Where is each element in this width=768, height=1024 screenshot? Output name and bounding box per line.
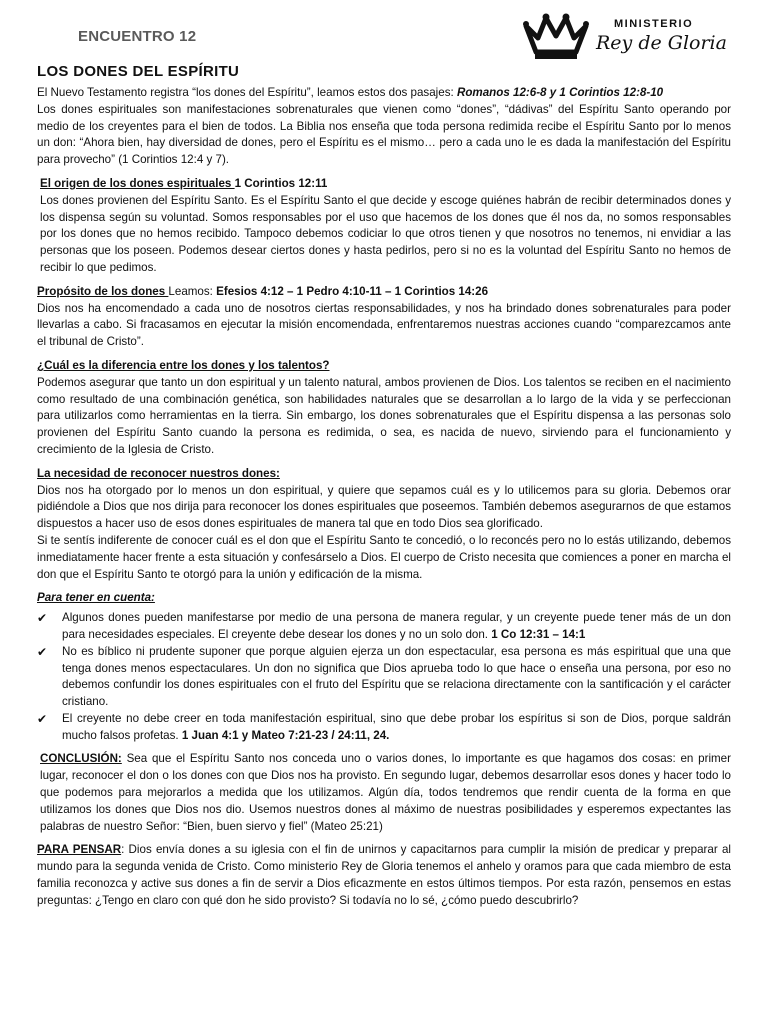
origen-heading: El origen de los dones espirituales xyxy=(40,176,235,190)
origen-ref: 1 Corintios 12:11 xyxy=(234,176,328,190)
diferencia-body: Podemos asegurar que tanto un don espiritual y un talento natural, ambos provienen de Dios. Los talentos se reciben en el nacimiento como resultado de una combinación genética, son habilidades naturales que se desarrollan a lo largo de la vida y se perfeccionan para utilizarlos como herramientas en la tierra. Sin embargo, los dones sobrenaturales que el Espíritu dispensa a las personas solo provienen del Espíritu Santo cuando la persona es redimida, o sea, es nacida de nuevo, sirviendo para el funcionamiento y crecimiento de la Iglesia de Cristo. xyxy=(37,375,731,456)
check-icon: ✔ xyxy=(37,644,48,659)
pensar-paragraph xyxy=(37,842,731,909)
conclusion-paragraph xyxy=(40,751,731,835)
section-conclusion xyxy=(37,751,731,835)
proposito-lead: Leamos: xyxy=(168,284,217,298)
check-icon: ✔ xyxy=(37,611,48,626)
proposito-refs: Efesios 4:12 – 1 Pedro 4:10-11 – 1 Corintios 14:26 xyxy=(216,284,489,298)
intro-lead-paragraph xyxy=(37,85,731,102)
proposito-heading-line xyxy=(37,284,731,301)
list-item-ref: 1 Co 12:31 – 14:1 xyxy=(491,627,586,641)
check-icon: ✔ xyxy=(37,711,48,726)
section-necesidad xyxy=(37,466,731,584)
section-origen xyxy=(37,176,731,277)
intro-refs: Romanos 12:6-8 y 1 Corintios 12:8-10 xyxy=(456,86,664,99)
origen-heading-line xyxy=(40,176,731,193)
section-proposito xyxy=(37,284,731,351)
proposito-body: Dios nos ha encomendado a cada uno de nosotros ciertas responsabilidades, y nos ha brindado dones sobrenaturales para poder llevarlas a cabo. Si fracasamos en ejecutar la misión encomendada, enfrentaremos nuestras acciones cuando “comparezcamos ante el tribunal de Cristo”. xyxy=(37,301,731,349)
logo-ministerio-text: MINISTERIO xyxy=(614,18,694,30)
section-tener-en-cuenta xyxy=(37,590,731,744)
crown-icon xyxy=(522,12,590,62)
section-diferencia xyxy=(37,358,731,459)
necesidad-body-2: Si te sentís indiferente de conocer cuál es el don que el Espíritu Santo te concedió, o lo reconcés pero no lo estás utilizando, debemos inmediatamente hacer frente a esta situación y confesárselo a Dios. El cuerpo de Cristo necesita que comiences a poner en marcha el don que el Espíritu Santo te otorgó para la unión y edificación de la misma. xyxy=(37,533,731,581)
encuentro-label: ENCUENTRO 12 xyxy=(78,28,197,45)
ministry-logo xyxy=(522,10,727,62)
list-item xyxy=(37,610,731,644)
intro-body: Los dones espirituales son manifestaciones sobrenaturales que vienen como “dones”, “dádivas” del Espíritu Santo operando por medio de los creyentes para el bien de todos. La Biblia nos enseña que toda persona redimida recibe el Espíritu Santo por lo menos un don: “Ahora bien, hay diversidad de dones, pero el Espíritu es el mismo… pero a cada uno le es dada la manifestación del Espíritu para provecho” (1 Corintios 12:4 y 7). xyxy=(37,102,731,167)
conclusion-heading: CONCLUSIÓN: xyxy=(40,752,122,766)
tener-heading: Para tener en cuenta: xyxy=(37,591,155,605)
intro-lead: El Nuevo Testamento registra “los dones del Espíritu”, leamos estos dos pasajes: xyxy=(37,86,457,99)
logo-name-text: Rey de Gloria xyxy=(596,32,727,54)
pensar-body: : Dios envía dones a su iglesia con el fin de unirnos y capacitarnos para cumplir la misión de predicar y preparar al mundo para la segunda venida de Cristo. Como ministerio Rey de Gloria tenemos el anhelo y oramos para que cada miembro de esta familia reconozca y active sus dones a fin de servir a Dios eficazmente en estos últimos tiempos. Por esta razón, pensemos en estas preguntas: ¿Tengo en claro con qué don he sido provisto? Si todavía no lo sé, ¿cómo puedo descubrirlo? xyxy=(37,843,731,907)
list-item xyxy=(37,644,731,711)
list-item-text: El creyente no debe creer en toda manifestación espiritual, sino que debe probar los espíritus si son de Dios, porque saldrán mucho falsos profetas. xyxy=(62,711,731,742)
necesidad-heading: La necesidad de reconocer nuestros dones: xyxy=(37,466,280,480)
list-item-text: Algunos dones pueden manifestarse por medio de una persona de manera regular, y un creyente puede tener más de un don para necesidades especiales. El creyente debe desear los dones y no un solo don. xyxy=(62,611,731,641)
document-title: LOS DONES DEL ESPÍRITU xyxy=(37,63,240,80)
section-para-pensar xyxy=(37,842,731,909)
conclusion-body: Sea que el Espíritu Santo nos conceda uno o varios dones, lo importante es que hagamos dos cosas: en primer lugar, reconocer el don o los dones con que Dios nos ha provisto. En segundo lugar, debemos desarrollar esos dones y hacer todo lo que podemos para mejorarlos a medida que los utilizamos. Algún día, todos tendremos que rendir cuenta de la forma en que utilizamos los dones que Dios nos dio. Usemos nuestros dones al máximo de nuestras posibilidades y esperemos expectantes las palabras de nuestro Señor: “Bien, buen siervo y fiel” (Mateo 25:21) xyxy=(40,752,731,833)
list-item-ref: 1 Juan 4:1 y Mateo 7:21-23 / 24:11, 24. xyxy=(181,728,390,742)
necesidad-body-1: Dios nos ha otorgado por lo menos un don espiritual, y quiere que sepamos cuál es y lo utilicemos para su gloria. Debemos orar pidiéndole a Dios que nos dirija para reconocer los dones espirituales que poseemos. También debemos asegurarnos de que estamos dispuestos a hacer uso de esos dones espirituales de manera tal que en todo Dios sea glorificado. xyxy=(37,483,731,531)
origen-body: Los dones provienen del Espíritu Santo. Es el Espíritu Santo el que decide y escoge quiénes habrán de recibir determinados dones y los dispensa según su voluntad. Somos responsables por el uso que hacemos de los dones que él nos da, no somos responsables por los dones que no hemos recibido. Tampoco debemos codiciar lo que otros tienen y que nosotros no tenemos, ni envidiar a las personas que los poseen. Podemos desear ciertos dones y hasta pedirlos, pero si no es la voluntad del Espíritu Santo no hemos de recibir lo que pedimos. xyxy=(40,193,731,274)
pensar-heading: PARA PENSAR xyxy=(37,843,122,857)
document-body xyxy=(37,62,731,910)
list-item xyxy=(37,711,731,745)
tener-list xyxy=(37,610,731,744)
list-item-text: No es bíblico ni prudente suponer que porque alguien ejerza un don espectacular, esa persona es más espiritual que una que tenga dones menos espectaculares. Un don no significa que Dios aprueba todo lo que hace o enseña una persona, por eso no debemos confundir los dones espirituales con el fruto del Espíritu que se relaciona directamente con la santificación y el carácter cristiano. xyxy=(62,644,731,709)
proposito-heading: Propósito de los dones xyxy=(37,284,169,298)
diferencia-heading: ¿Cuál es la diferencia entre los dones y los talentos? xyxy=(37,358,330,372)
